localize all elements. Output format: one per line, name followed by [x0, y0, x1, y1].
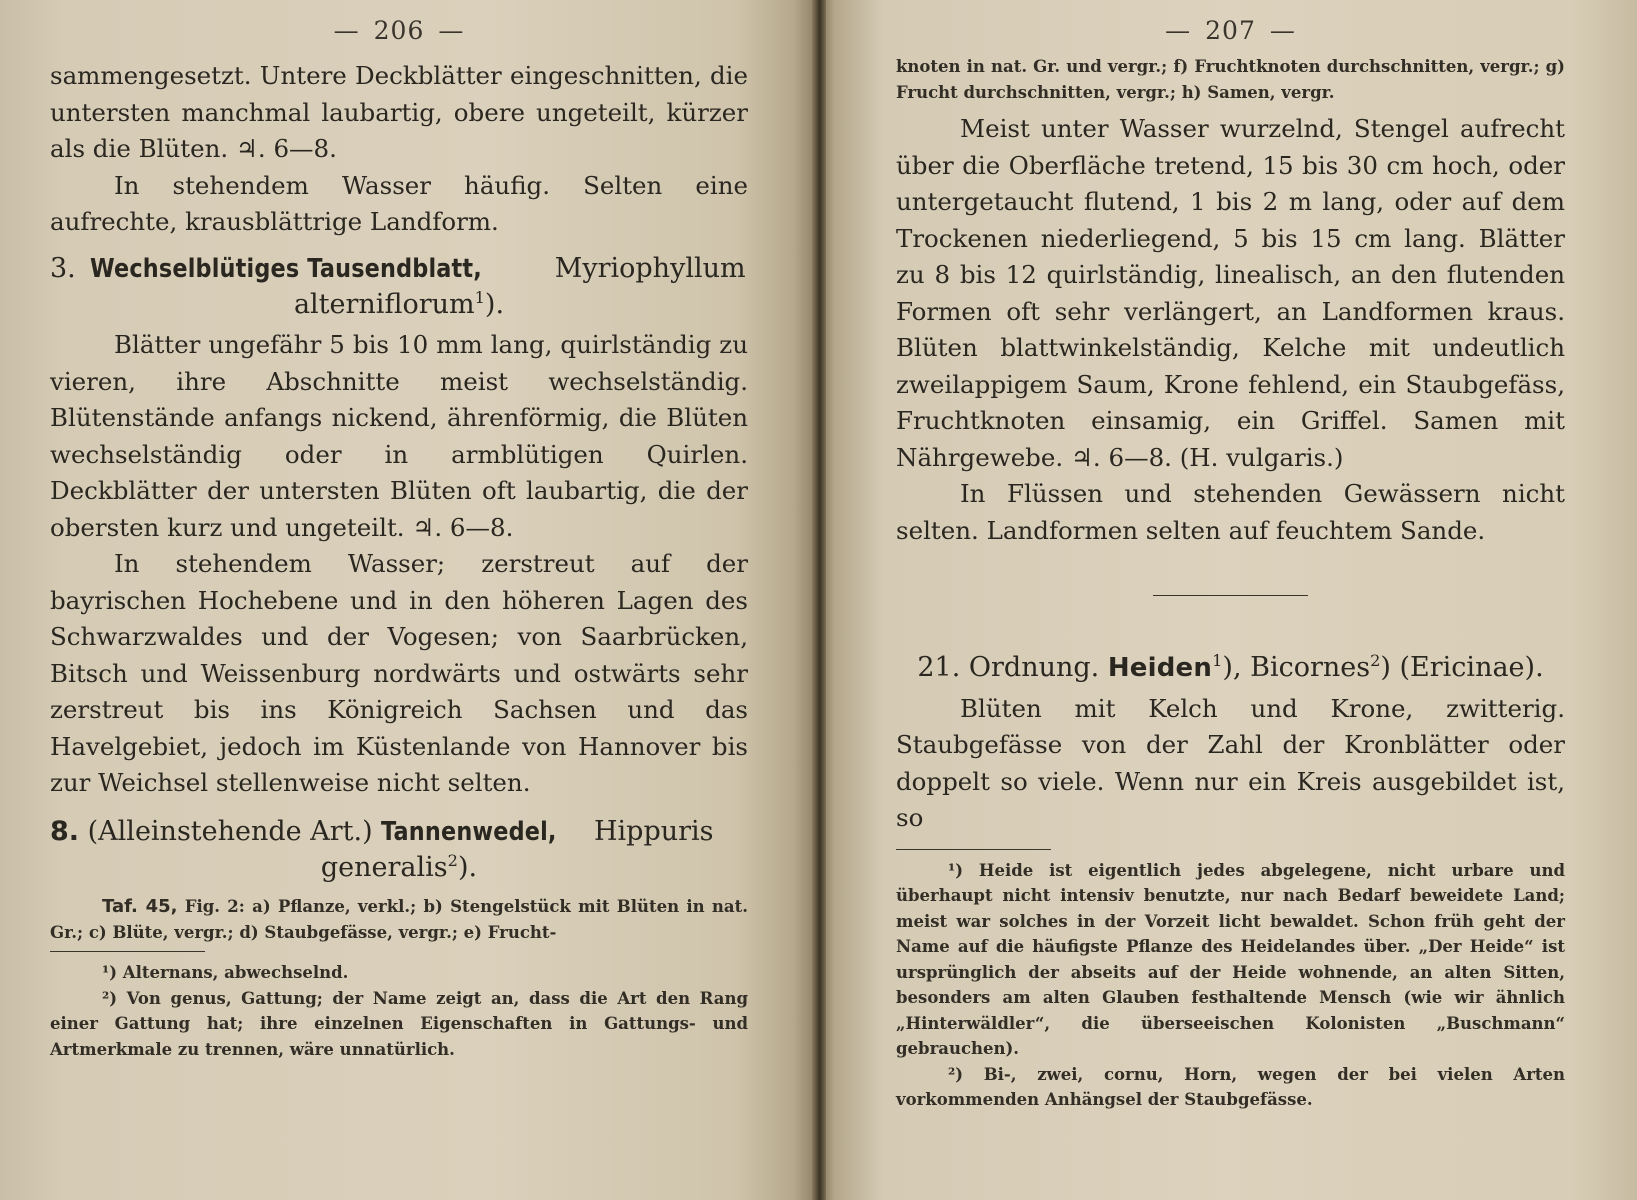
page-number-left: — 206 — [333, 16, 465, 45]
species-heading-8 [50, 814, 748, 851]
species-latin: Hippuris [593, 815, 714, 847]
left-page [0, 0, 818, 1200]
plate-reference: Taf. 45, Fig. 2: a) Pflanze, verkl.; b) Stengelstück mit Blüten in nat. Gr.; c) Blüte, vergr.; d) Staubgefässe, vergr.; e) Frucht- [50, 896, 748, 942]
right-page [818, 0, 1637, 1200]
page-number-right: — 207 — [1165, 16, 1296, 45]
footnote-rule-left [50, 951, 205, 952]
right-paragraph-3: Blüten mit Kelch und Krone, zwitterig. Staubgefässe von der Zahl der Kronblätter oder doppelt so viele. Wenn nur ein Kreis ausgebildet ist, so [896, 693, 1565, 832]
species-number: 3. [50, 252, 76, 284]
order-name: Heiden [1107, 653, 1213, 683]
species-qualifier: (Alleinstehende Art.) [87, 815, 373, 847]
species-number: 8. [50, 815, 80, 847]
footnote-2-right: ²) Bi-, zwei, cornu, Horn, wegen der bei vielen Arten vorkommenden Anhängsel der Staubgefässe. [896, 1064, 1565, 1109]
right-paragraph-1: Meist unter Wasser wurzelnd, Stengel aufrecht über die Oberfläche tretend, 15 bis 30 cm hoch, oder untergetaucht flutend, 1 bis 2 m lang, oder auf dem Trockenen niederliegend, 5 bis 15 cm lang. Blätter zu 8 bis 12 quirlständig, linealisch, an den flutenden Formen oft sehr verlängert, an Landformen kraus. Blüten blattwinkelständig, Kelche mit undeutlich zweilappigem Saum, Krone fehlend, ein Staubgefäss, Fruchtknoten einsamig, ein Griffel. Samen mit Nährgewebe. ♃. 6—8. (H. vulgaris.) [896, 114, 1565, 472]
footnote-1-left: ¹) Alternans, abwechselnd. [102, 963, 349, 982]
left-paragraph-2: In stehendem Wasser häufig. Selten eine aufrechte, krausblättrige Landform. [50, 170, 748, 236]
order-heading: 21. Ordnung. Heiden$^1$), Bicornes$^2$) (Ericinae). [896, 650, 1565, 687]
species-heading-3 [50, 251, 748, 288]
footnote-1-right: ¹) Heide ist eigentlich jedes abgelegene, nicht urbare und überhaupt nicht intensiv benutzte, nur nach Bedarf beweidete Land; meist war solches in der Vorzeit licht bewaldet. Schon früh geht der Name auf die häufigste Pflanze des Heidelandes über. „Der Heide“ ist ursprünglich der abseits auf der Heide wohnende, an alten Sitten, besonders am alten Glauben festhaltende Mensch (wie wir ähnlich „Hinterwäldler“, die überseeischen Kolonisten „Buschmann“ gebrauchen). [896, 860, 1565, 1058]
footnote-2-left: ²) Von genus, Gattung; der Name zeigt an, dass die Art den Rang einer Gattung hat; ihre einzelnen Eigenschaften in Gattungs- und Artmerkmale zu trennen, wäre unnatürlich. [50, 988, 748, 1059]
species-name: Wechselblütiges Tausendblatt, [90, 253, 483, 284]
species-latin-line-8: generalis$^2$). [320, 851, 478, 883]
plate-reference-continued: knoten in nat. Gr. und vergr.; f) Fruchtknoten durchschnitten, vergr.; g) Frucht durchschnitten, vergr.; h) Samen, vergr. [896, 57, 1565, 102]
species-name: Tannenwedel, [381, 816, 557, 847]
species-latin: Myriophyllum [554, 252, 746, 284]
left-paragraph-4: In stehendem Wasser; zerstreut auf der bayrischen Hochebene und in den höheren Lagen des Schwarzwaldes und der Vogesen; von Saarbrücken, Bitsch und Weissenburg nordwärts und ostwärts sehr zerstreut bis ins Königreich Sachsen und das Havelgebiet, jedoch im Küstenlande von Hannover bis zur Weichsel stellenweise nicht selten. [50, 549, 748, 797]
species-latin-line-3: alterniflorum$^1$). [293, 288, 505, 320]
book-gutter [812, 0, 826, 1200]
left-paragraph-1: sammengesetzt. Untere Deckblätter eingeschnitten, die untersten manchmal laubartig, obere ungeteilt, kürzer als die Blüten. ♃. 6—8. [50, 61, 748, 163]
left-paragraph-3: Blätter ungefähr 5 bis 10 mm lang, quirlständig zu vieren, ihre Abschnitte meist wechselständig. Blütenstände anfangs nickend, ährenförmig, die Blüten wechselständig oder in armblütigen Quirlen. Deckblätter der untersten Blüten oft laubartig, die der obersten kurz und ungeteilt. ♃. 6—8. [50, 330, 748, 542]
footnote-rule-right [896, 849, 1051, 850]
right-paragraph-2: In Flüssen und stehenden Gewässern nicht selten. Landformen selten auf feuchtem Sande. [896, 479, 1565, 545]
